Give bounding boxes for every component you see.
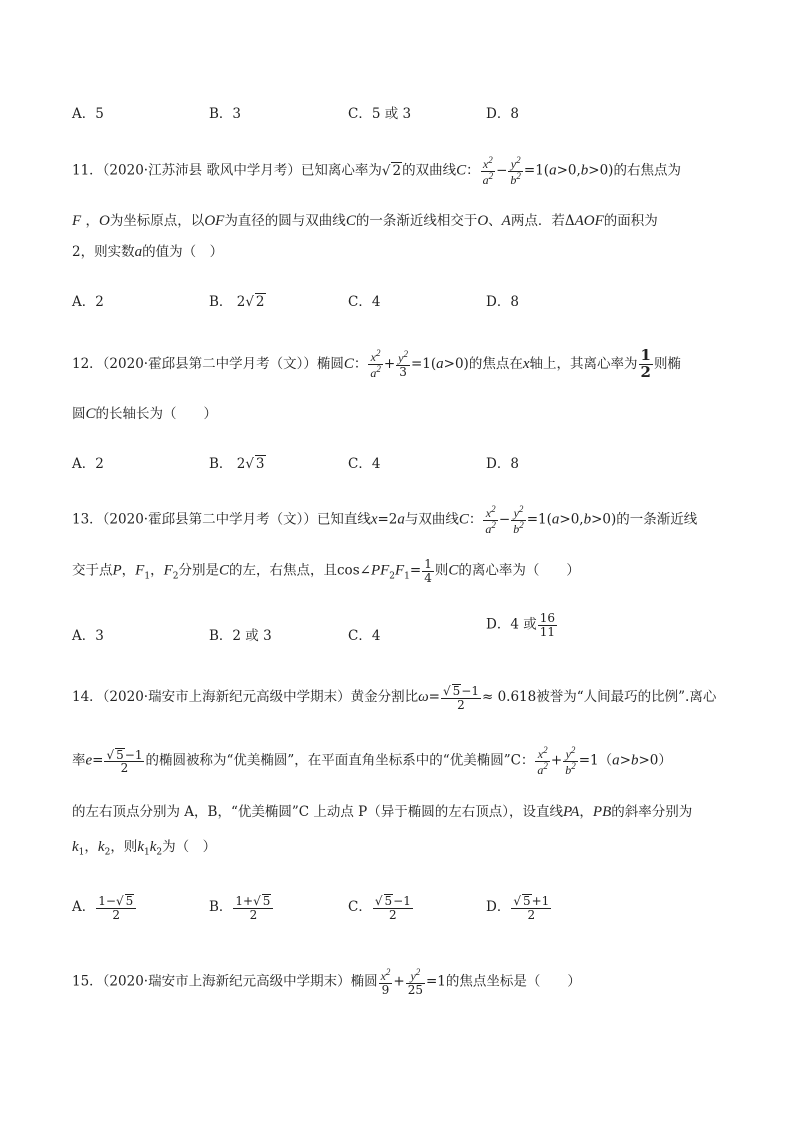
q14-text: 黄金分割比 xyxy=(350,689,419,706)
q11-option-b[interactable]: B． 2√ 2 xyxy=(209,294,265,310)
q12-text: 椭圆 xyxy=(316,355,344,372)
q11-text: 的值为（ ） xyxy=(142,244,224,260)
q14-text: 被誉为“人间最巧的比例”.离心 xyxy=(536,689,717,706)
q14-text: 为（ ） xyxy=(162,839,217,855)
q13-option-d[interactable]: D．4 或 $\frac{16}{11}$ xyxy=(486,611,555,639)
q11-option-c[interactable]: C．4 xyxy=(348,294,381,310)
q11-option-d[interactable]: D．8 xyxy=(486,294,519,310)
q14-line-2: 率e= $\frac{√ 5-1}{2}$ 的椭圆被称为“优美椭圆”，在平面直角坐标系中的“优美椭圆”C： $\frac{x^2}{a^2}$ + $\frac{y^2}{b^2}$ =1（a>b>0） xyxy=(72,745,672,777)
q14-text: 的左右顶点分别为 A，B，“优美椭圆”C 上动点 P（异于椭圆的左右顶点），设直线 xyxy=(72,804,564,820)
q10-option-a[interactable]: A．5 xyxy=(72,106,104,122)
q14-source: 14．（2020·瑞安市上海新纪元高级中学期末） xyxy=(72,689,351,706)
q13-option-b[interactable]: B．2 或 3 xyxy=(209,628,272,644)
q12-option-c[interactable]: C．4 xyxy=(348,456,381,472)
q13-fraction: $\frac{x^2}{a^2}$ xyxy=(485,504,496,536)
q11-text: 为坐标原点，以 xyxy=(109,213,205,229)
q12-text: 圆 xyxy=(72,406,86,422)
q11-fraction: $\frac{x^2}{a^2}$ xyxy=(482,155,494,187)
q11-text: 2，则实数 xyxy=(72,244,135,260)
q10-option-b[interactable]: B．3 xyxy=(209,106,242,122)
q13-text: 的离心率为（ ） xyxy=(458,562,580,579)
q12-option-a[interactable]: A．2 xyxy=(72,456,104,472)
q11-option-a[interactable]: A．2 xyxy=(72,294,104,310)
q13-text: 则 xyxy=(434,562,449,579)
q11-text: 的面积为 xyxy=(603,213,658,229)
q15-fraction: $\frac{y^2}{25}$ xyxy=(407,967,423,997)
q11-text: 已知离心率为 xyxy=(300,162,382,179)
q11-line-3: 2，则实数a的值为（ ） xyxy=(72,244,224,260)
q13-text: 的一条渐近线 xyxy=(616,511,698,528)
q12-source: 12．（2020·霍邱县第二中学月考（文）） xyxy=(72,355,317,372)
q14-line-3: 的左右顶点分别为 A，B，“优美椭圆”C 上动点 P（异于椭圆的左右顶点），设直线PA，PB的斜率分别为 xyxy=(72,804,693,820)
q11-text: 两点．若 xyxy=(510,213,565,229)
q12-fraction: $\frac{x^2}{a^2}$ xyxy=(370,348,381,380)
q14-line-4: $k_1$，$k_2$，则$k_1k_2$为（ ） xyxy=(72,839,217,858)
q13-source: 13．（2020·霍邱县第二中学月考（文）） xyxy=(72,511,317,528)
q13-line-1: 13．（2020·霍邱县第二中学月考（文））已知直线x=2a与双曲线C： $\frac{x^2}{a^2}$ − $\frac{y^2}{b^2}$ =1(a>0,b>0)的一条渐近线 xyxy=(72,504,698,536)
q12-line-1: 12．（2020·霍邱县第二中学月考（文））椭圆C： $\frac{x^2}{a^2}$ + $\frac{y^2}{3}$ =1(a>0)的焦点在x轴上，其离心率为 $\frac{1}{2}$ 则椭 xyxy=(72,346,681,381)
q12-text: 的长轴长为（ ） xyxy=(95,406,218,422)
q15-text: 椭圆 xyxy=(350,973,378,990)
q14-fraction: $\frac{√ 5-1}{2}$ xyxy=(106,747,143,776)
q14-text: 率 xyxy=(72,752,86,769)
q14-option-c[interactable]: C． $\frac{√ 5-1}{2}$ xyxy=(348,894,411,922)
q11-math-c: C xyxy=(456,162,467,179)
q14-option-b[interactable]: B． $\frac{1+√ 5}{2}$ xyxy=(209,894,274,921)
q12-option-b[interactable]: B． 2√ 3 xyxy=(209,456,265,472)
q11-fraction: $\frac{y^2}{b^2}$ xyxy=(510,155,521,187)
q12-text: 则椭 xyxy=(653,355,681,372)
q12-text: 轴上，其离心率为 xyxy=(529,355,638,372)
q13-option-c[interactable]: C．4 xyxy=(348,628,381,644)
q15-source: 15．（2020·瑞安市上海新纪元高级中学期末） xyxy=(72,973,351,990)
q14-text: ≈ 0.618 xyxy=(481,689,537,706)
q14-text: 的斜率分别为 xyxy=(611,804,693,820)
q12-fraction: $\frac{y^2}{3}$ xyxy=(398,349,408,379)
q12-eccentricity: $\frac{1}{2}$ xyxy=(640,346,651,381)
q11-text: 为直径的圆与双曲线 xyxy=(224,213,346,229)
q14-option-a[interactable]: A． $\frac{1-√ 5}{2}$ xyxy=(72,894,137,921)
q13-fraction: $\frac{y^2}{b^2}$ xyxy=(513,504,524,536)
q14-line-1: 14．（2020·瑞安市上海新纪元高级中学期末）黄金分割比ω= $\frac{√ 5-1}{2}$ ≈ 0.618被誉为“人间最巧的比例”.离心 xyxy=(72,684,717,712)
q15-line-1: 15．（2020·瑞安市上海新纪元高级中学期末）椭圆 $\frac{x^2}{9}$ + $\frac{y^2}{25}$ =1的焦点坐标是（ ） xyxy=(72,967,581,997)
q14-option-d[interactable]: D． $\frac{√ 5+1}{2}$ xyxy=(486,894,550,922)
q13-text: 与双曲线 xyxy=(404,511,459,528)
q13-text: 分别是 xyxy=(178,562,219,579)
q14-fraction: $\frac{√ 5-1}{2}$ xyxy=(442,684,479,712)
q11-line-2: F ，O为坐标原点，以OF为直径的圆与双曲线C的一条渐近线相交于O、A两点．若ΔAOF的面积为 xyxy=(72,213,658,229)
q10-option-d[interactable]: D．8 xyxy=(486,106,519,122)
q13-option-a[interactable]: A．3 xyxy=(72,628,104,644)
q11-line-1: 11．（2020·江苏沛县 歌风中学月考）已知离心率为√ 2的双曲线C： $\frac{x^2}{a^2}$ − $\frac{y^2}{b^2}$ =1(a>0,b>0)的右焦点为 xyxy=(72,155,681,187)
q10-option-c[interactable]: C．5 或 3 xyxy=(348,106,412,122)
q11-text: 的双曲线 xyxy=(402,162,457,179)
q13-text: 的左，右焦点，且 xyxy=(229,562,337,579)
q11-text: 的右焦点为 xyxy=(613,162,681,179)
q13-line-2: 交于点P，$F_1$，$F_2$分别是C的左，右焦点，且$\cos\angle PF_2F_1=$ $\frac{1}{4}$ 则C的离心率为（ ） xyxy=(72,557,580,585)
q12-line-2: 圆C的长轴长为（ ） xyxy=(72,406,218,422)
q12-text: 的焦点在 xyxy=(468,355,523,372)
q12-option-d[interactable]: D．8 xyxy=(486,456,519,472)
q14-text: 的椭圆被称为“优美椭圆”，在平面直角坐标系中的“优美椭圆”C： xyxy=(145,752,535,769)
q15-text: 的焦点坐标是（ ） xyxy=(445,973,581,990)
q11-sqrt2: √ 2 xyxy=(381,162,402,179)
q13-fraction: $\frac{1}{4}$ xyxy=(424,557,432,585)
q13-text: 交于点 xyxy=(72,562,113,579)
q11-source: 11．（2020·江苏沛县 歌风中学月考） xyxy=(72,162,301,179)
q13-text: 已知直线 xyxy=(316,511,371,528)
q11-text: 的一条渐近线相交于 xyxy=(355,213,478,229)
q15-fraction: $\frac{x^2}{9}$ xyxy=(380,967,391,997)
q14-text: ，则 xyxy=(110,839,138,855)
